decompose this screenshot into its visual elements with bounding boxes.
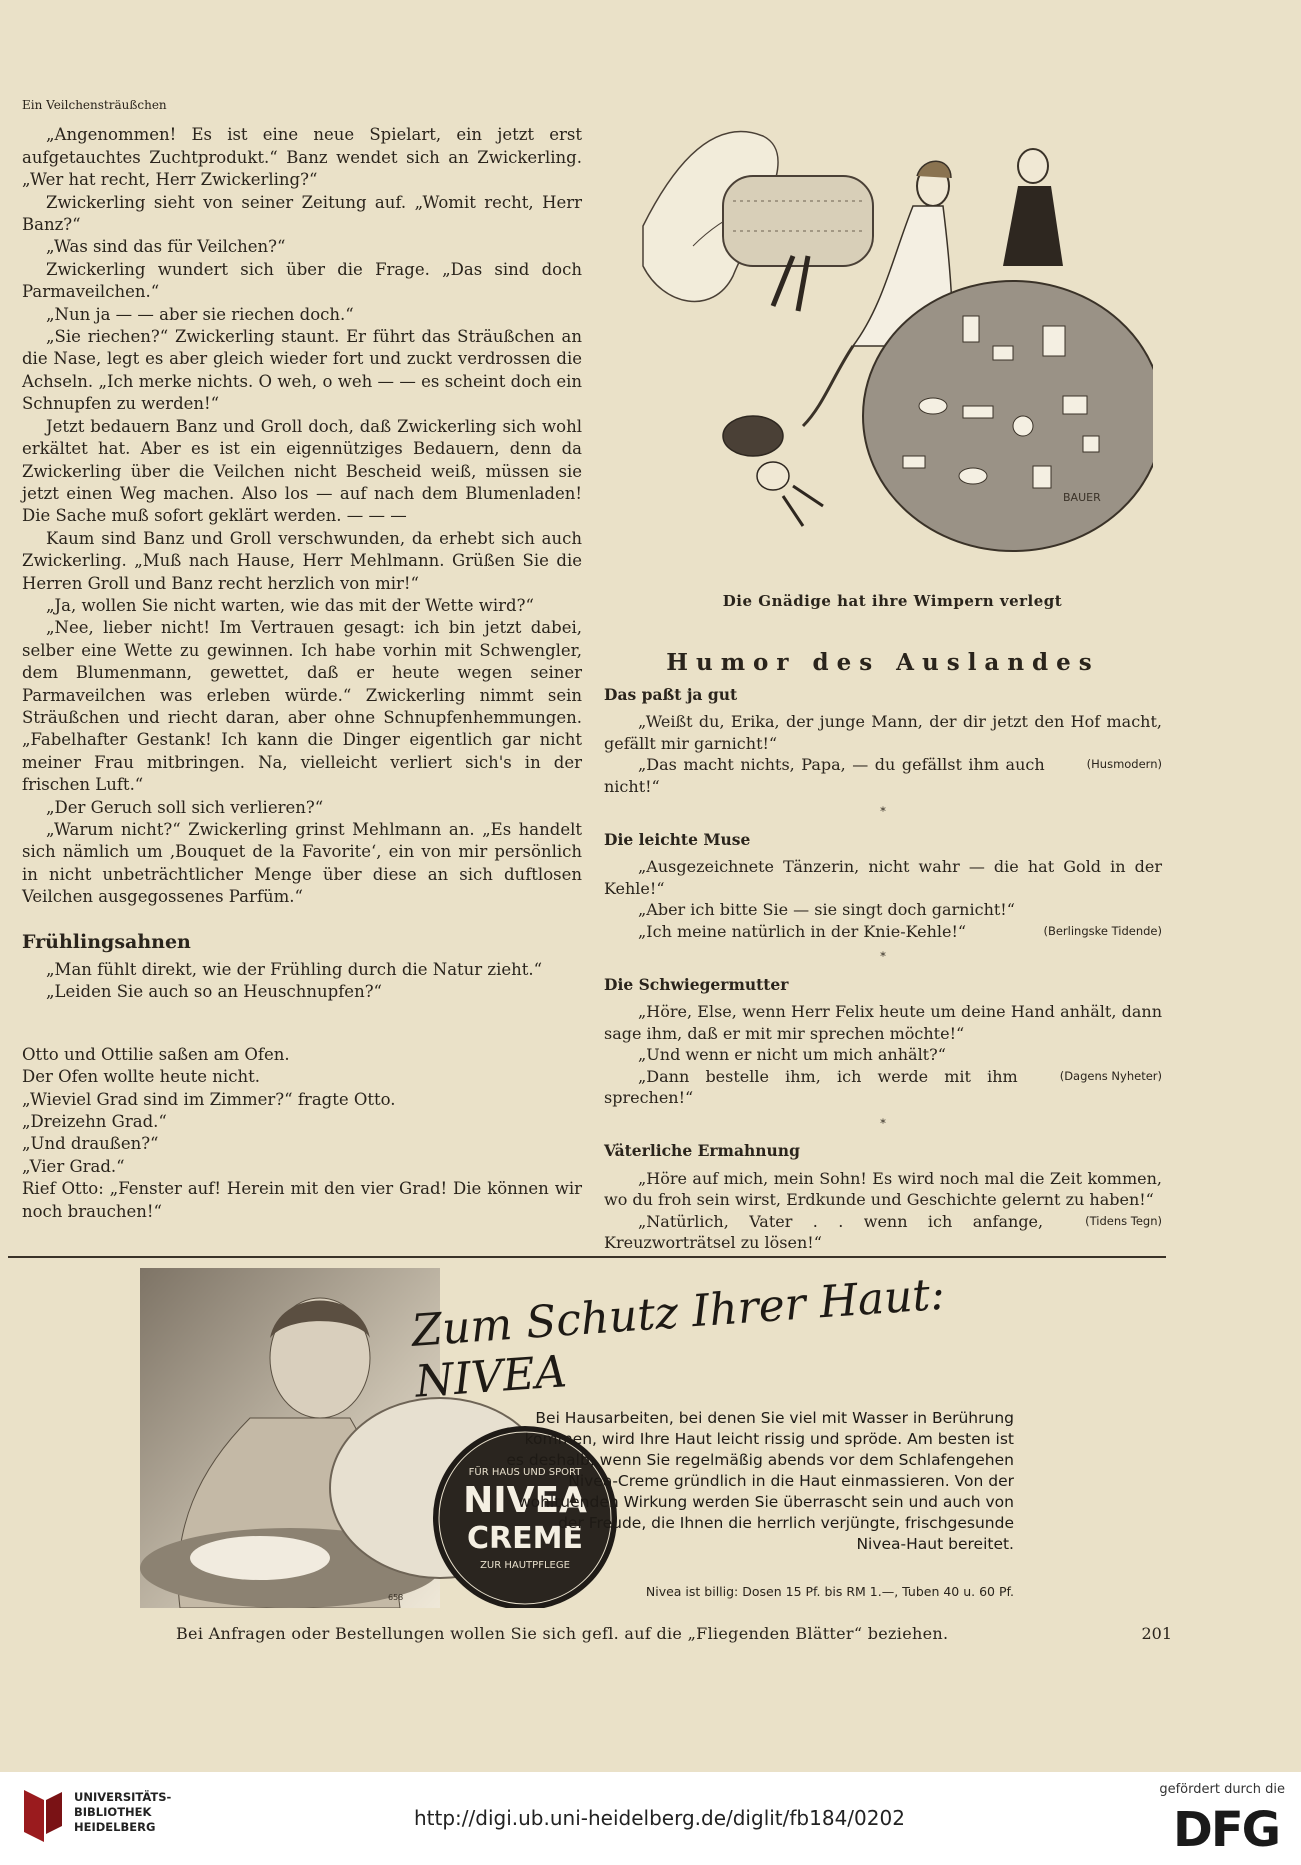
humor-joke-line: „Aber ich bitte Sie — sie singt doch garnicht!“ (638, 900, 1015, 919)
artist-signature: BAUER (1063, 491, 1101, 504)
dfg-logo-text: DFG (1173, 1802, 1280, 1852)
ofen-joke-text (22, 1044, 582, 1223)
ofen-joke-line: Otto und Ottilie saßen am Ofen. (22, 1044, 290, 1064)
humor-joke-source: (Husmodern) (1086, 757, 1162, 771)
humor-joke (604, 829, 1162, 943)
story-paragraph: „Angenommen! Es ist eine neue Spielart, ein jetzt erst aufgetauchtes Zuchtprodukt.“ Banz wendet sich an Zwickerling. „Wer hat recht, Herr Zwickerling?“ (22, 125, 582, 190)
ofen-joke-line: „Vier Grad.“ (22, 1156, 125, 1176)
humor-joke-line-text: „Das macht nichts, Papa, — du gefällst ihm auch nicht!“ (604, 755, 1045, 796)
university-logo-icon (18, 1786, 66, 1846)
university-line-3: HEIDELBERG (74, 1820, 156, 1834)
humor-joke-line: „Ausgezeichnete Tänzerin, nicht wahr — die hat Gold in der Kehle!“ (604, 857, 1162, 898)
story-title: Ein Veilchensträußchen (22, 98, 167, 112)
humor-joke-line: „Höre auf mich, mein Sohn! Es wird noch mal die Zeit kommen, wo du froh sein wirst, Erdkunde und Geschichte gelernt zu haben!“ (604, 1168, 1162, 1209)
ofen-joke-line: Der Ofen wollte heute nicht. (22, 1067, 260, 1087)
humor-joke-line: „Höre, Else, wenn Herr Felix heute um deine Hand anhält, dann sage ihm, daß er mit mir sprechen möchte!“ (604, 1002, 1162, 1043)
story-paragraph: Zwickerling sieht von seiner Zeitung auf. „Womit recht, Herr Banz?“ (22, 192, 582, 235)
joke-separator: * (880, 1116, 886, 1130)
section-title-fruehlingsahnen: Frühlingsahnen (22, 930, 191, 953)
bottom-bar (0, 1772, 1301, 1865)
story-paragraph: „Der Geruch soll sich verlieren?“ (46, 797, 324, 817)
page-number: 201 (1141, 1624, 1172, 1643)
humor-jokes (604, 684, 1162, 1254)
advert-price: Nivea ist billig: Dosen 15 Pf. bis RM 1.—, Tuben 40 u. 60 Pf. (645, 1584, 1014, 1599)
ofen-joke-line: „Und draußen?“ (22, 1134, 159, 1154)
university-line-2: BIBLIOTHEK (74, 1805, 152, 1819)
story-paragraph: „Nun ja — — aber sie riechen doch.“ (46, 304, 354, 324)
humor-joke-title: Das paßt ja gut (604, 684, 738, 704)
story-paragraph: „Sie riechen?“ Zwickerling staunt. Er führt das Sträußchen an die Nase, legt es aber gleich wieder fort und zuckt verdrossen die Achseln. „Ich merke nichts. O weh, o weh — — es scheint doch ein Schnupfen zu werden!“ (22, 327, 582, 414)
humor-joke (604, 684, 1162, 798)
humor-joke-line-text: „Ich meine natürlich in der Knie-Kehle!“ (638, 921, 967, 941)
story-paragraph: „Warum nicht?“ Zwickerling grinst Mehlmann an. „Es handelt sich nämlich um ‚Bouquet de la Favorite‘, ein von mir persönlich in nicht unbeträchtlicher Menge über diese an sich duftlosen Veilchen ausgegossenes Parfüm.“ (22, 820, 582, 907)
story-paragraph: „Nee, lieber nicht! Im Vertrauen gesagt: ich bin jetzt dabei, selber eine Wette zu gewinnen. Ich habe vorhin mit Schwengler, dem Blumenmann, gewettet, daß er heute wegen seiner Parmaveilchen was erleben würde.“ Zwickerling nimmt sein Sträußchen und riecht daran, aber ohne Schnupfenhemmungen. „Fabelhafter Gestank! Ich kann die Dinger eigentlich gar nicht meiner Frau mitbringen. Na, vielleicht verliert sich's in der frischen Luft.“ (22, 618, 582, 795)
funding-label: gefördert durch die (1159, 1782, 1285, 1797)
tin-product: CREME (467, 1521, 583, 1556)
fruehlingsahnen-line: „Leiden Sie auch so an Heuschnupfen?“ (46, 982, 382, 1002)
ofen-joke-line: Rief Otto: „Fenster auf! Herein mit den vier Grad! Die können wir noch brauchen!“ (22, 1179, 582, 1221)
footer-note: Bei Anfragen oder Bestellungen wollen Sie sich gefl. auf die „Fliegenden Blätter“ beziehen. (176, 1624, 949, 1643)
humor-joke (604, 974, 1162, 1109)
humor-joke-line-text: „Dann bestelle ihm, ich werde mit ihm sprechen!“ (604, 1066, 1018, 1107)
tin-bottom-text: ZUR HAUTPFLEGE (480, 1560, 570, 1571)
story-paragraph: Jetzt bedauern Banz und Groll doch, daß Zwickerling sich wohl erkältet hat. Aber es ist ein eigennütziges Bedauern, denn da Zwickerling über die Veilchen nicht Bescheid weiß, müssen sie jetzt einen Weg machen. Also los — auf nach dem Blumenladen! Die Sache muß sofort geklärt werden. — — — (22, 416, 582, 526)
ofen-joke-line: „Dreizehn Grad.“ (22, 1112, 167, 1132)
advert-code: 658 (388, 1593, 404, 1602)
humor-joke-line (604, 1066, 1162, 1109)
humor-joke-title: Die leichte Muse (604, 829, 751, 849)
cartoon-illustration (633, 106, 1153, 581)
nivea-advertisement (140, 1268, 1020, 1608)
humor-joke-line: „Weißt du, Erika, der junge Mann, der dir jetzt den Hof macht, gefällt mir garnicht!“ (604, 712, 1162, 753)
university-name (74, 1790, 171, 1835)
left-column (22, 94, 582, 1223)
story-paragraph: „Was sind das für Veilchen?“ (46, 237, 286, 257)
humor-joke-source: (Tidens Tegn) (1085, 1213, 1162, 1228)
tin-top-text: FÜR HAUS UND SPORT (468, 1467, 582, 1478)
story-text (22, 124, 582, 908)
story-paragraph: „Ja, wollen Sie nicht warten, wie das mit der Wette wird?“ (46, 595, 534, 615)
university-line-1: UNIVERSITÄTS- (74, 1790, 172, 1804)
humor-joke-title: Väterliche Ermahnung (604, 1141, 800, 1160)
source-url[interactable]: http://digi.ub.uni-heidelberg.de/diglit/fb184/0202 (414, 1806, 905, 1830)
humor-joke-line: „Und wenn er nicht um mich anhält?“ (638, 1045, 946, 1064)
tin-brand: NIVEA (463, 1480, 587, 1521)
story-paragraph: Kaum sind Banz und Groll verschwunden, da erhebt sich auch Zwickerling. „Muß nach Hause, Herr Mehlmann. Grüßen Sie die Herren Groll und Banz recht herzlich von mir!“ (22, 528, 582, 593)
divider-rule (8, 1256, 1166, 1258)
advert-headline: Zum Schutz Ihrer Haut: NIVEA (410, 1268, 947, 1408)
story-paragraph: Zwickerling wundert sich über die Frage. „Das sind doch Parmaveilchen.“ (22, 259, 582, 302)
humor-joke (604, 1140, 1162, 1254)
humor-joke-line (604, 1211, 1162, 1254)
fruehlingsahnen-line: „Man fühlt direkt, wie der Frühling durch die Natur zieht.“ (46, 960, 543, 980)
joke-separator: * (880, 805, 886, 818)
advert-body: Bei Hausarbeiten, bei denen Sie viel mit Wasser in Berührung kommen, wird Ihre Haut leicht rissig und spröde. Am besten ist es deshalb, wenn Sie regelmäßig abends vor dem Schlafengehen Nivea-Creme gründlich in die Haut einmassieren. Von der wohltuenden Wirkung werden Sie überrascht sein und auch von der Freude, die Ihnen die herrlich verjüngte, frischgesunde Nivea-Haut bereitet. (506, 1409, 1014, 1553)
illustration-caption: Die Gnädige hat ihre Wimpern verlegt (722, 592, 1063, 610)
humor-joke-source: (Dagens Nyheter) (1059, 1068, 1162, 1083)
humor-joke-source: (Berlingske Tidende) (1043, 923, 1162, 938)
fruehlingsahnen-text (22, 959, 582, 1004)
right-column (604, 649, 1162, 1254)
humor-joke-line-text: „Natürlich, Vater . . wenn ich anfange, Kreuzworträtsel zu lösen!“ (604, 1211, 1044, 1252)
ofen-joke-line: „Wieviel Grad sind im Zimmer?“ fragte Otto. (22, 1089, 396, 1109)
dfg-logo (1173, 1802, 1283, 1852)
humor-joke-line (604, 921, 1162, 943)
humor-joke-title: Die Schwiegermutter (604, 974, 789, 994)
humor-title: Humor des Auslandes (666, 649, 1100, 676)
joke-separator: * (880, 950, 886, 963)
humor-joke-line (604, 754, 1162, 797)
